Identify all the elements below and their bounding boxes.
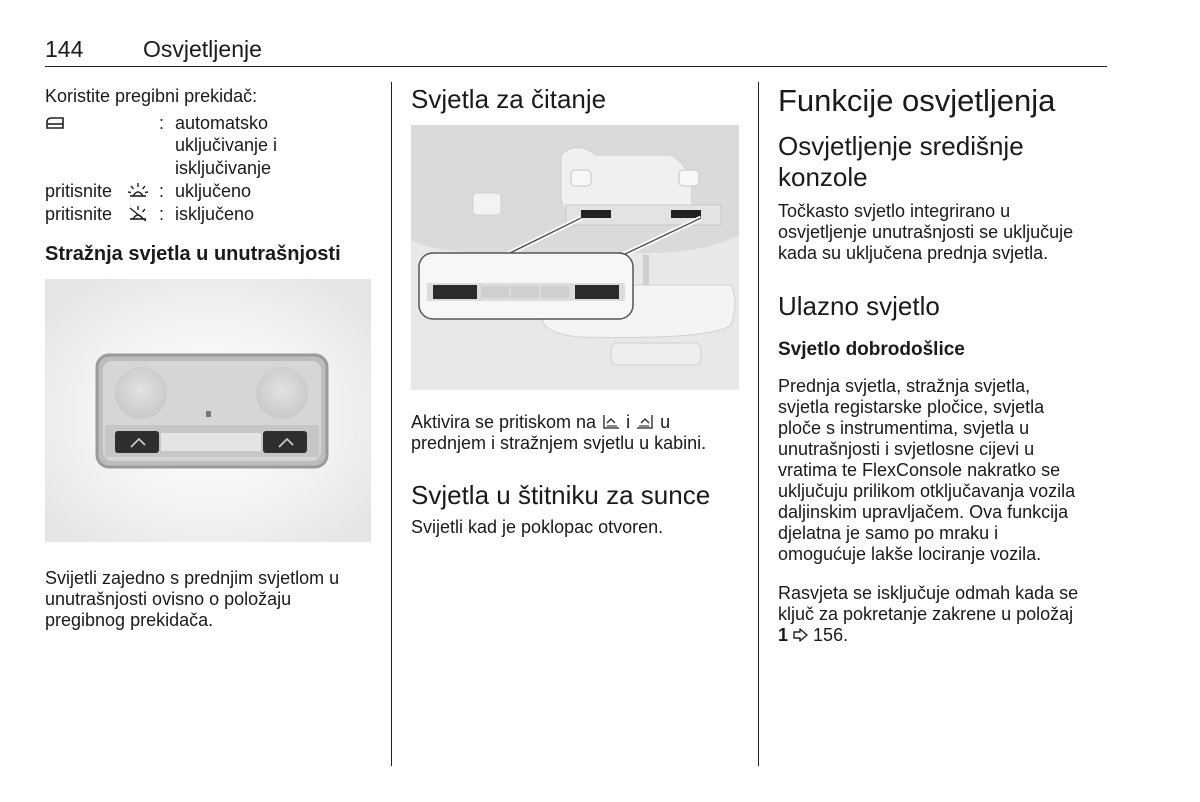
reading-lights-heading: Svjetla za čitanje	[411, 84, 607, 114]
switch-label: pritisnite	[45, 181, 113, 201]
reading-lights-figure	[411, 125, 739, 390]
lamp-on-icon	[127, 182, 149, 200]
switch-intro: Koristite pregibni prekidač:	[45, 86, 258, 106]
switch-row-off	[45, 203, 255, 225]
switch-text: isključeno	[175, 204, 255, 224]
position-number: 1	[778, 625, 789, 645]
sunvisor-paragraph: Svijetli kad je poklopac otvoren.	[411, 517, 664, 537]
switch-label: pritisnite	[45, 204, 113, 224]
rear-lights-heading: Stražnja svjetla u unutrašnjosti	[45, 243, 341, 265]
switch-row-cont: uključivanje i	[175, 135, 278, 155]
switch-text: automatsko	[175, 113, 269, 133]
lamp-off-icon	[127, 205, 149, 223]
page-number: 144	[45, 36, 84, 62]
sunvisor-lights-heading: Svjetla u štitniku za sunce	[411, 480, 711, 510]
welcome-light-paragraph: Prednja svjetla, stražnja svjetla, svjetla registarske pločice, svjetla ploče s instrumentima, svjetla u unutrašnjosti i svjetlosne cijevi u vratima te FlexConsole nakratko se uključuju prilikom otključavanja vozila daljinskim upravljačem. Ova funkcija djelatna je samo po mraku i omogućuje lakše lociranje vozila.	[778, 376, 1076, 564]
reading-lights-paragraph: Aktivira se pritiskom na i u prednjem i stražnjem svjetlu u kabini.	[411, 412, 707, 453]
switch-text: uključeno	[175, 181, 252, 201]
console-lighting-heading: Osvjetljenje središnje konzole	[778, 131, 1024, 192]
colon: :	[159, 181, 165, 201]
lighting-functions-heading: Funkcije osvjetljenja	[778, 83, 1056, 118]
colon: :	[159, 204, 165, 224]
console-lighting-paragraph: Točkasto svjetlo integrirano u osvjetljenje unutrašnjosti se uključuje kada su uključena prednja svjetla.	[778, 201, 1074, 263]
lights-off-paragraph: Rasvjeta se isključuje odmah kada se ključ za pokretanje zakrene u položaj 1 156.	[778, 583, 1079, 645]
colon: :	[159, 113, 165, 133]
rear-interior-light-figure	[45, 279, 371, 542]
page-reference-icon	[793, 628, 808, 642]
page-reference-link[interactable]: 156.	[813, 625, 849, 645]
page-header	[45, 34, 1107, 67]
chapter-title: Osvjetljenje	[143, 36, 262, 62]
column-divider-2	[758, 82, 759, 766]
switch-row-cont: isključivanje	[175, 158, 272, 178]
reading-lamp-left-icon	[601, 414, 621, 430]
reading-lamp-right-icon	[635, 414, 655, 430]
door-icon	[45, 116, 65, 130]
column-divider-1	[391, 82, 392, 766]
switch-row-on	[45, 180, 252, 202]
welcome-light-heading: Svjetlo dobrodošlice	[778, 339, 965, 360]
rear-lights-paragraph: Svijetli zajedno s prednjim svjetlom u unutrašnjosti ovisno o položaju pregibnog prekidača.	[45, 568, 340, 630]
entry-light-heading: Ulazno svjetlo	[778, 291, 940, 321]
